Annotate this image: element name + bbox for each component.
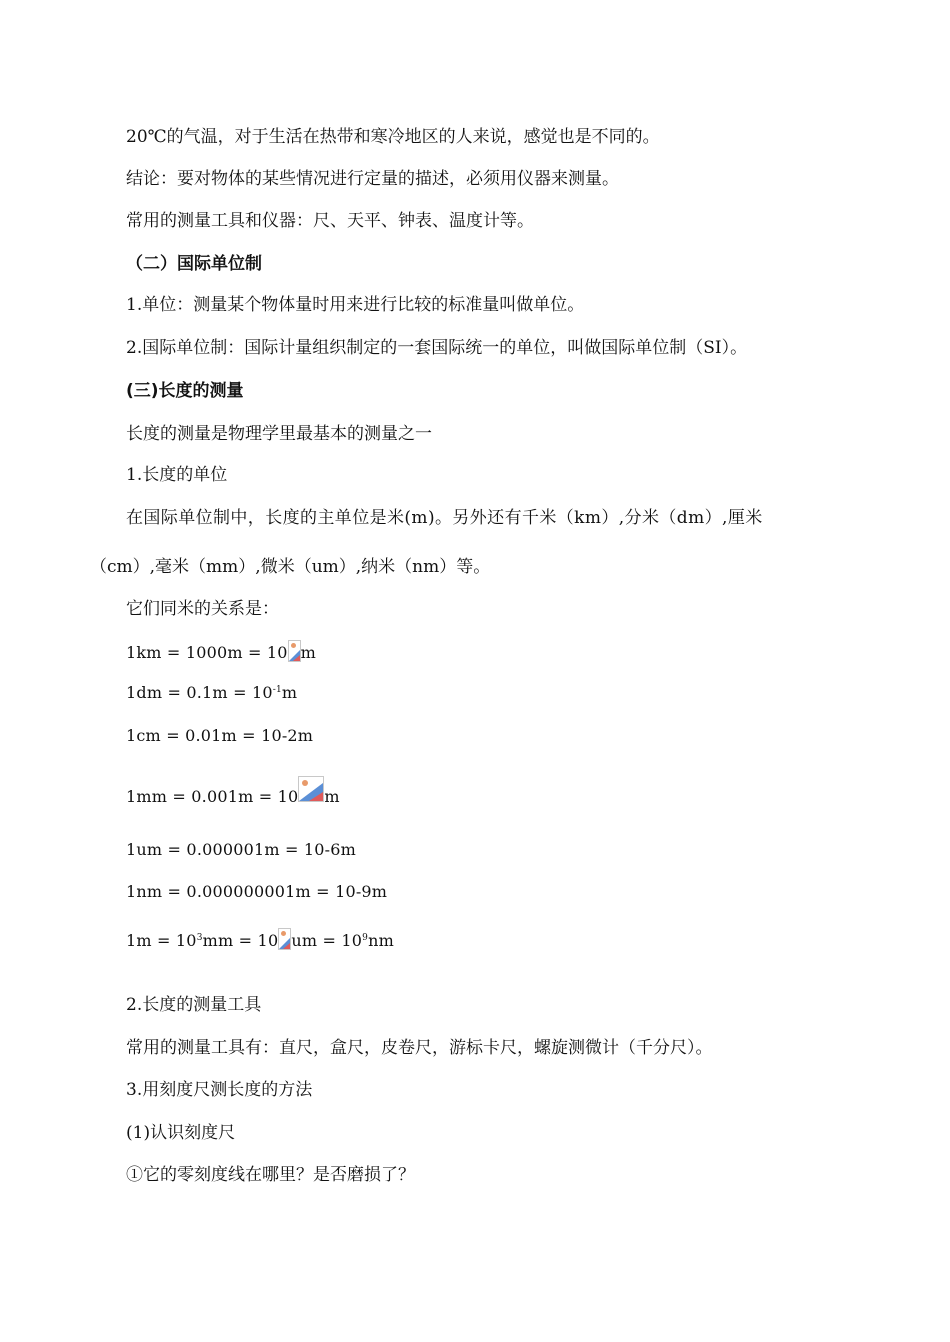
paragraph-length-basic: 长度的测量是物理学里最基本的测量之一 (126, 424, 432, 444)
paragraph-si-length-units: 在国际单位制中，长度的主单位是米(m)。另外还有千米（km）,分米（dm）,厘米 (126, 508, 763, 528)
equation-dm-left: 1dm = 0.1m = 10 (126, 683, 273, 702)
equation-km-unit: m (300, 643, 317, 662)
subheading-ruler-method: 3.用刻度尺测长度的方法 (126, 1080, 313, 1100)
paragraph-temperature: 20℃的气温，对于生活在热带和寒冷地区的人来说，感觉也是不同的。 (126, 127, 660, 147)
equation-nm: 1nm = 0.000000001m = 10-9m (126, 882, 388, 901)
broken-image-placeholder-icon (288, 640, 301, 662)
equation-dm (126, 682, 297, 704)
equation-mm-unit: m (324, 787, 340, 806)
paragraph-si-length-units-cont: （cm）,毫米（mm）,微米（um）,纳米（nm）等。 (90, 557, 491, 577)
paragraph-common-tools: 常用的测量工具和仪器：尺、天平、钟表、温度计等。 (126, 211, 534, 231)
equation-um: 1um = 0.000001m = 10-6m (126, 840, 357, 859)
equation-cm: 1cm = 0.01m = 10-2m (126, 726, 314, 745)
equation-mm (126, 776, 340, 808)
paragraph-conclusion: 结论：要对物体的某些情况进行定量的描述，必须用仪器来测量。 (126, 169, 619, 189)
equation-m-nm: nm (368, 931, 394, 950)
section-heading-si: （二）国际单位制 (126, 254, 262, 274)
equation-m-left: 1m = 10 (126, 931, 197, 950)
equation-m-mm: mm = 10 (202, 931, 279, 950)
list-item-zero-mark: ①它的零刻度线在哪里？是否磨损了？ (126, 1165, 415, 1185)
section-heading-length: (三)长度的测量 (126, 381, 244, 401)
equation-mm-left: 1mm = 0.001m = 10 (126, 787, 299, 806)
paragraph-si-definition: 2.国际单位制：国际计量组织制定的一套国际统一的单位，叫做国际单位制（SI）。 (126, 338, 748, 358)
equation-km (126, 640, 316, 664)
equation-m (126, 928, 394, 952)
equation-m-exponent-3: 3 (196, 933, 203, 943)
equation-km-left: 1km = 1000m = 10 (126, 643, 288, 662)
paragraph-measuring-tools: 常用的测量工具有：直尺，盒尺，皮卷尺，游标卡尺，螺旋测微计（千分尺）。 (126, 1038, 713, 1058)
paragraph-unit-definition: 1.单位：测量某个物体量时用来进行比较的标准量叫做单位。 (126, 295, 585, 315)
broken-image-placeholder-icon (278, 928, 291, 950)
list-item-know-ruler: (1)认识刻度尺 (126, 1123, 236, 1143)
equation-dm-unit: m (281, 683, 298, 702)
subheading-length-unit: 1.长度的单位 (126, 465, 228, 485)
paragraph-relation-intro: 它们同米的关系是： (126, 599, 279, 619)
equation-m-um: um = 10 (291, 931, 363, 950)
subheading-measuring-tools: 2.长度的测量工具 (126, 995, 262, 1015)
equation-m-exponent-9: 9 (362, 933, 369, 943)
broken-image-placeholder-icon (298, 776, 324, 802)
equation-dm-exponent: -1 (272, 685, 282, 695)
